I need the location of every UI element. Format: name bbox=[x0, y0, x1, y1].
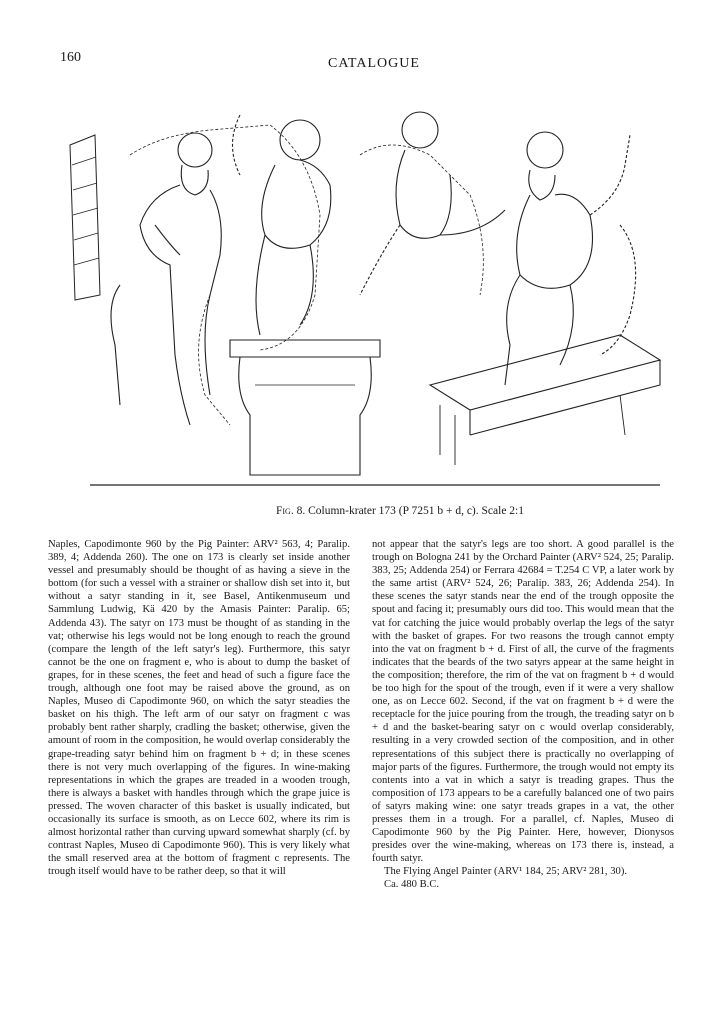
left-column bbox=[48, 538, 350, 878]
figure-caption-label: Fig. 8. bbox=[276, 505, 306, 517]
satyr-drawing-illustration bbox=[60, 95, 675, 495]
page-number: 160 bbox=[60, 50, 81, 65]
attribution: The Flying Angel Painter (ARV¹ 184, 25; ARV² 281, 30). bbox=[384, 866, 628, 878]
figure-caption-text: Column-krater 173 (P 7251 b + d, c). Scale 2:1 bbox=[308, 505, 524, 517]
right-column bbox=[372, 538, 674, 892]
left-column-text: Naples, Capodimonte 960 by the Pig Painter: ARV² 563, 4; Paralip. 389, 4; Addenda 260). The one on 173 is clearly set inside another vessel and presumably should be thought of as having a sieve in the bottom (for such a vessel with a strainer or shallow dish set into it, but without a satyr standing in it, see Basel, Antikenmuseum und Sammlung Ludwig, Kä 420 by the Amasis Painter: Paralip. 65; Addenda 43). The satyr on 173 must be thought of as standing in the vat; otherwise his legs would not be long enough to reach the ground (compare the length of the left satyr's leg). Furthermore, this satyr cannot be the one on fragment e, who is about to dump the basket of grapes, for in these scenes, the feet and head of such a figure face the trough, although one foot may be raised above the ground, as on Naples, Museo di Capodimonte 960, on which the satyr steadies the basket on his thigh. The left arm of our satyr on fragment c was probably bent rather sharply, cradling the basket; otherwise, given the amount of room in the composition, he would overlap considerably the grape-treading satyr behind him on fragment b + d; in these scenes there is not very much overlapping of the figures. In wine-making representations in which the grapes are treaded in a wooden trough, there is always a basket with handles through which the grape juice is pressed. The woven character of this basket is usually indicated, but occasionally its surface is smooth, as on Lecce 602, where its rim is almost horizontal rather than curving upward somewhat sharply (cf. by contrast Naples, Museo di Capodimonte 960). This is very likely what the small reserved area at the bottom of fragment c represents. The trough itself would have to be rather deep, so that it will bbox=[48, 539, 350, 878]
running-head: CATALOGUE bbox=[328, 56, 420, 71]
figure-caption bbox=[200, 505, 600, 517]
figure-drawing bbox=[60, 95, 675, 495]
date: Ca. 480 B.C. bbox=[384, 879, 440, 891]
right-column-text: not appear that the satyr's legs are too short. A good parallel is the trough on Bologna 241 by the Orchard Painter (ARV² 524, 25; Paralip. 383, 25; Addenda 254) or Ferrara 42684 = T.254 C VP, a later work by the same artist (ARV² 524, 26; Paralip. 383, 26; Addenda 254). In these scenes the satyr stands near the end of the trough opposite the spout and facing it; presumably ours did too. This would mean that the vat for catching the juice would probably overlap the legs of the satyr with the basket of grapes. For two reasons the trough cannot empty into the vat on fragment b + d. First of all, the curve of the fragments indicates that the beards of the two satyrs appear at the same height in the composition; therefore, the rim of the vat on fragment b + d would be too high for the spout of the trough, even if it were a very shallow one, as on Lecce 602. Second, if the vat on fragment b + d were the receptacle for the juice pouring from the trough, the treading satyr on b + d and the basket-bearing satyr on c would overlap considerably, resulting in a very crowded section of the composition, and in other representations of this subject there is practically no overlapping of major parts of the figures. Furthermore, the trough would not empty its contents into a vat in which a satyr is treading grapes. Thus the composition of 173 appears to be a carefully balanced one of two pairs of satyrs making wine: one satyr treads grapes in a vat, the other presses them in a trough. For a parallel, cf. Naples, Museo di Capodimonte 960 by the Pig Painter. Here, however, Dionysos presides over the wine-making, whereas on 173 there is, instead, a fourth satyr. bbox=[372, 539, 674, 865]
